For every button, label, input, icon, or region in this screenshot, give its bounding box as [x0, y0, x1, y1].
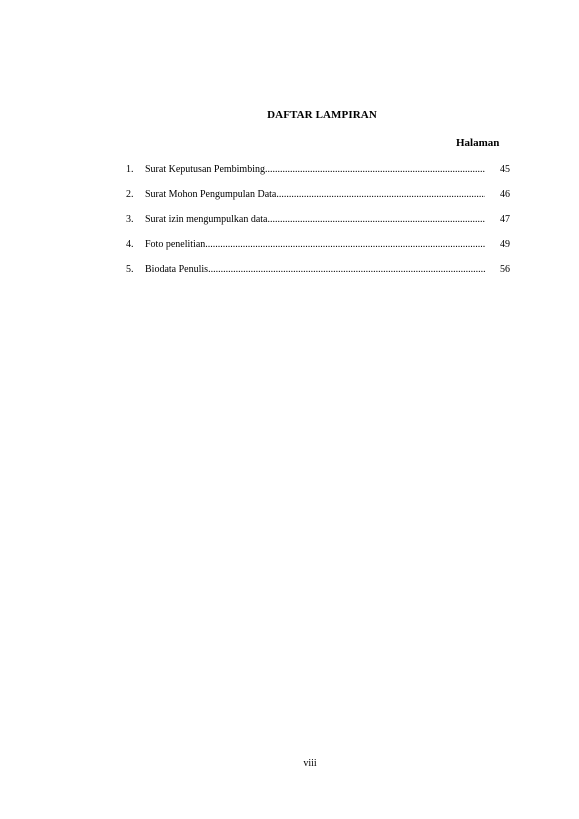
item-number: 4.	[126, 239, 134, 250]
list-item	[126, 239, 510, 264]
dot-leader	[265, 164, 485, 176]
item-label: Surat Keputusan Pembimbing	[145, 164, 265, 175]
dot-leader	[276, 189, 485, 201]
item-page: 56	[500, 264, 510, 275]
item-label: Biodata Penulis	[145, 264, 209, 275]
item-number: 3.	[126, 214, 134, 225]
appendix-list	[126, 164, 510, 289]
item-page: 49	[500, 239, 510, 250]
item-page: 45	[500, 164, 510, 175]
list-item	[126, 189, 510, 214]
item-number: 2.	[126, 189, 134, 200]
page-column-heading: Halaman	[456, 137, 500, 149]
item-label: Surat Mohon Pengumpulan Data	[145, 189, 277, 200]
item-page: 47	[500, 214, 510, 225]
list-item	[126, 214, 510, 239]
page-number: viii	[303, 758, 317, 769]
item-label: Surat izin mengumpulkan data	[145, 214, 268, 225]
dot-leader	[205, 239, 485, 251]
dot-leader	[208, 264, 485, 276]
list-item	[126, 164, 510, 189]
item-number: 1.	[126, 164, 134, 175]
item-number: 5.	[126, 264, 134, 275]
item-page: 46	[500, 189, 510, 200]
page-title: DAFTAR LAMPIRAN	[267, 109, 377, 121]
dot-leader	[267, 214, 485, 226]
item-label: Foto penelitian	[145, 239, 206, 250]
list-item	[126, 264, 510, 289]
